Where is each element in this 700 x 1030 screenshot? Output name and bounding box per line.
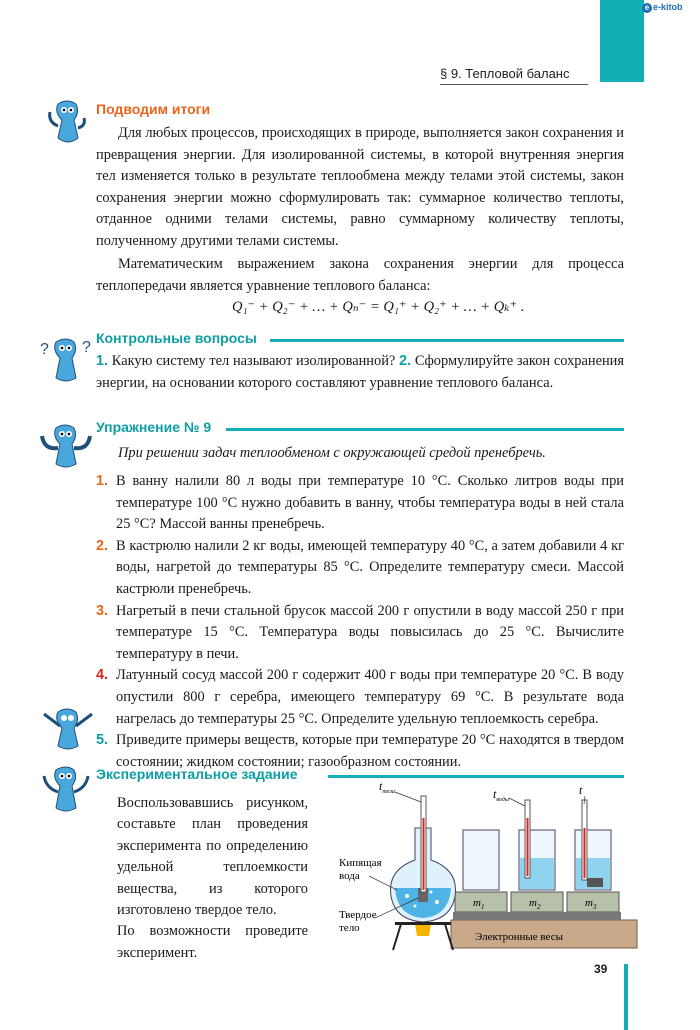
task-2-number: 2. — [96, 537, 109, 554]
label-m1: $m_1$ — [473, 897, 485, 911]
svg-text:?: ? — [82, 339, 91, 356]
task-2 — [96, 536, 624, 601]
experiment-text — [117, 793, 308, 964]
task-1 — [96, 471, 624, 536]
section-header: § 9. Тепловой баланс — [440, 66, 570, 81]
mascot-strong-icon — [36, 420, 94, 470]
task-1-number: 1. — [96, 473, 109, 489]
task-3 — [96, 601, 624, 666]
svg-text:?: ? — [40, 341, 49, 358]
experiment-title: Экспериментальное задание — [96, 766, 298, 782]
control-questions-title: Контрольные вопросы — [96, 330, 257, 346]
exercise-rule — [226, 428, 624, 431]
page-number: 39 — [594, 962, 608, 976]
label-t-body: $t_{тела}$ — [379, 779, 395, 795]
task-3-number: 3. — [96, 602, 109, 619]
mascot-question-icon — [38, 334, 94, 386]
beaker-empty — [463, 830, 499, 890]
header-rule — [440, 84, 588, 85]
top-right-teal-tab — [600, 0, 644, 82]
label-scales: Электронные весы — [475, 931, 563, 943]
summary-paragraph-1: Для любых процессов, происходящих в природе, выполняется закон сохранения и превращения энергии. Для изолированной системы, в которой внутренняя энергия тел изменяется только в результате теплообмена между телами этой системы, закон сохранения энергии можно сформулировать так: суммарное количество теплоты, отданное одними телами системы, равно суммарному количеству теплоты, полученному другими телами системы. — [96, 125, 624, 249]
task-4-text: Латунный сосуд массой 200 г содержит 400 г воды при температуре 20 °С. В воду опустили 800 г серебра, имеющего температуру 69 °С. В результате вода нагрелась до температуры 25 °С. Определите удельную теплоемкость серебра. — [116, 667, 624, 727]
label-t-water: $t_{воды}$ — [493, 787, 509, 803]
task-5-text: Приведите примеры веществ, которые при температуре 20 °С находятся в твердом состоянии; жидком состоянии; газообразном состоянии. — [116, 732, 624, 770]
question-2: Сформулируйте закон сохранения энергии, на основании которого составляют уравнение теплового баланса. — [96, 353, 624, 391]
task-2-text: В кастрюлю налили 2 кг воды, имеющей температуру 40 °С, а затем добавили 4 кг воды, нагретой до температуры 85 °С. Определите температуру смеси. Массой кастрюли пренебречь. — [116, 537, 624, 597]
label-t-final: t — [579, 783, 583, 797]
mascot-lifting-icon — [40, 706, 96, 750]
publisher-logo: e e-kitob — [642, 2, 694, 16]
heat-balance-formula: Q₁⁻ + Q₂⁻ + … + Qₙ⁻ = Q₁⁺ + Q₂⁺ + … + Qₖ⁺ . — [232, 299, 525, 315]
task-3-text: Нагретый в печи стальной брусок массой 200 г опустили в воду массой 250 г при температуре 15 °С. Температура воды повысилась до 25 °С. Вычислите температуру в печи. — [116, 602, 624, 662]
task-4 — [96, 665, 624, 730]
summary-paragraph-2: Математическим выражением закона сохранения энергии для процесса теплопередачи является уравнение теплового баланса: — [96, 256, 624, 294]
label-m2: $m_2$ — [529, 897, 541, 911]
task-1-text: В ванну налили 80 л воды при температуре 10 °С. Сколько литров воды при температуре 100 °С нужно добавить в ванну, чтобы температура воды в ней стала 25 °С? Массой ванны пренебречь. — [116, 473, 624, 533]
control-questions-rule — [270, 339, 624, 342]
task-4-number: 4. — [96, 667, 109, 684]
question-1: Какую систему тел называют изолированной? — [111, 353, 396, 369]
experiment-paragraph-2: По возможности проведите эксперимент. — [117, 923, 308, 961]
question-2-number: 2. — [399, 353, 412, 369]
exercise-title: Упражнение № 9 — [96, 419, 212, 435]
exercise-task-list — [96, 471, 624, 773]
mascot-thinking-icon — [44, 98, 90, 148]
label-solid-body: Твердое тело — [339, 909, 377, 934]
control-questions-text — [96, 351, 624, 394]
task-5-number: 5. — [96, 732, 109, 749]
experiment-figure — [325, 778, 643, 954]
question-1-number: 1. — [96, 353, 109, 369]
mascot-experiment-icon — [40, 762, 92, 818]
experiment-paragraph-1: Воспользовавшись рисунком, составьте план проведения эксперимента по определению удельной теплоемкости вещества, из которого изготовлено твердое тело. — [117, 795, 308, 919]
exercise-note: При решении задач теплообменом с окружающей средой пренебречь. — [118, 445, 546, 461]
label-m3: $m_3$ — [585, 897, 597, 911]
summary-title: Подводим итоги — [96, 101, 211, 117]
bottom-right-teal-bar — [624, 964, 628, 1030]
label-boiling-water: Кипящая вода — [339, 857, 382, 882]
